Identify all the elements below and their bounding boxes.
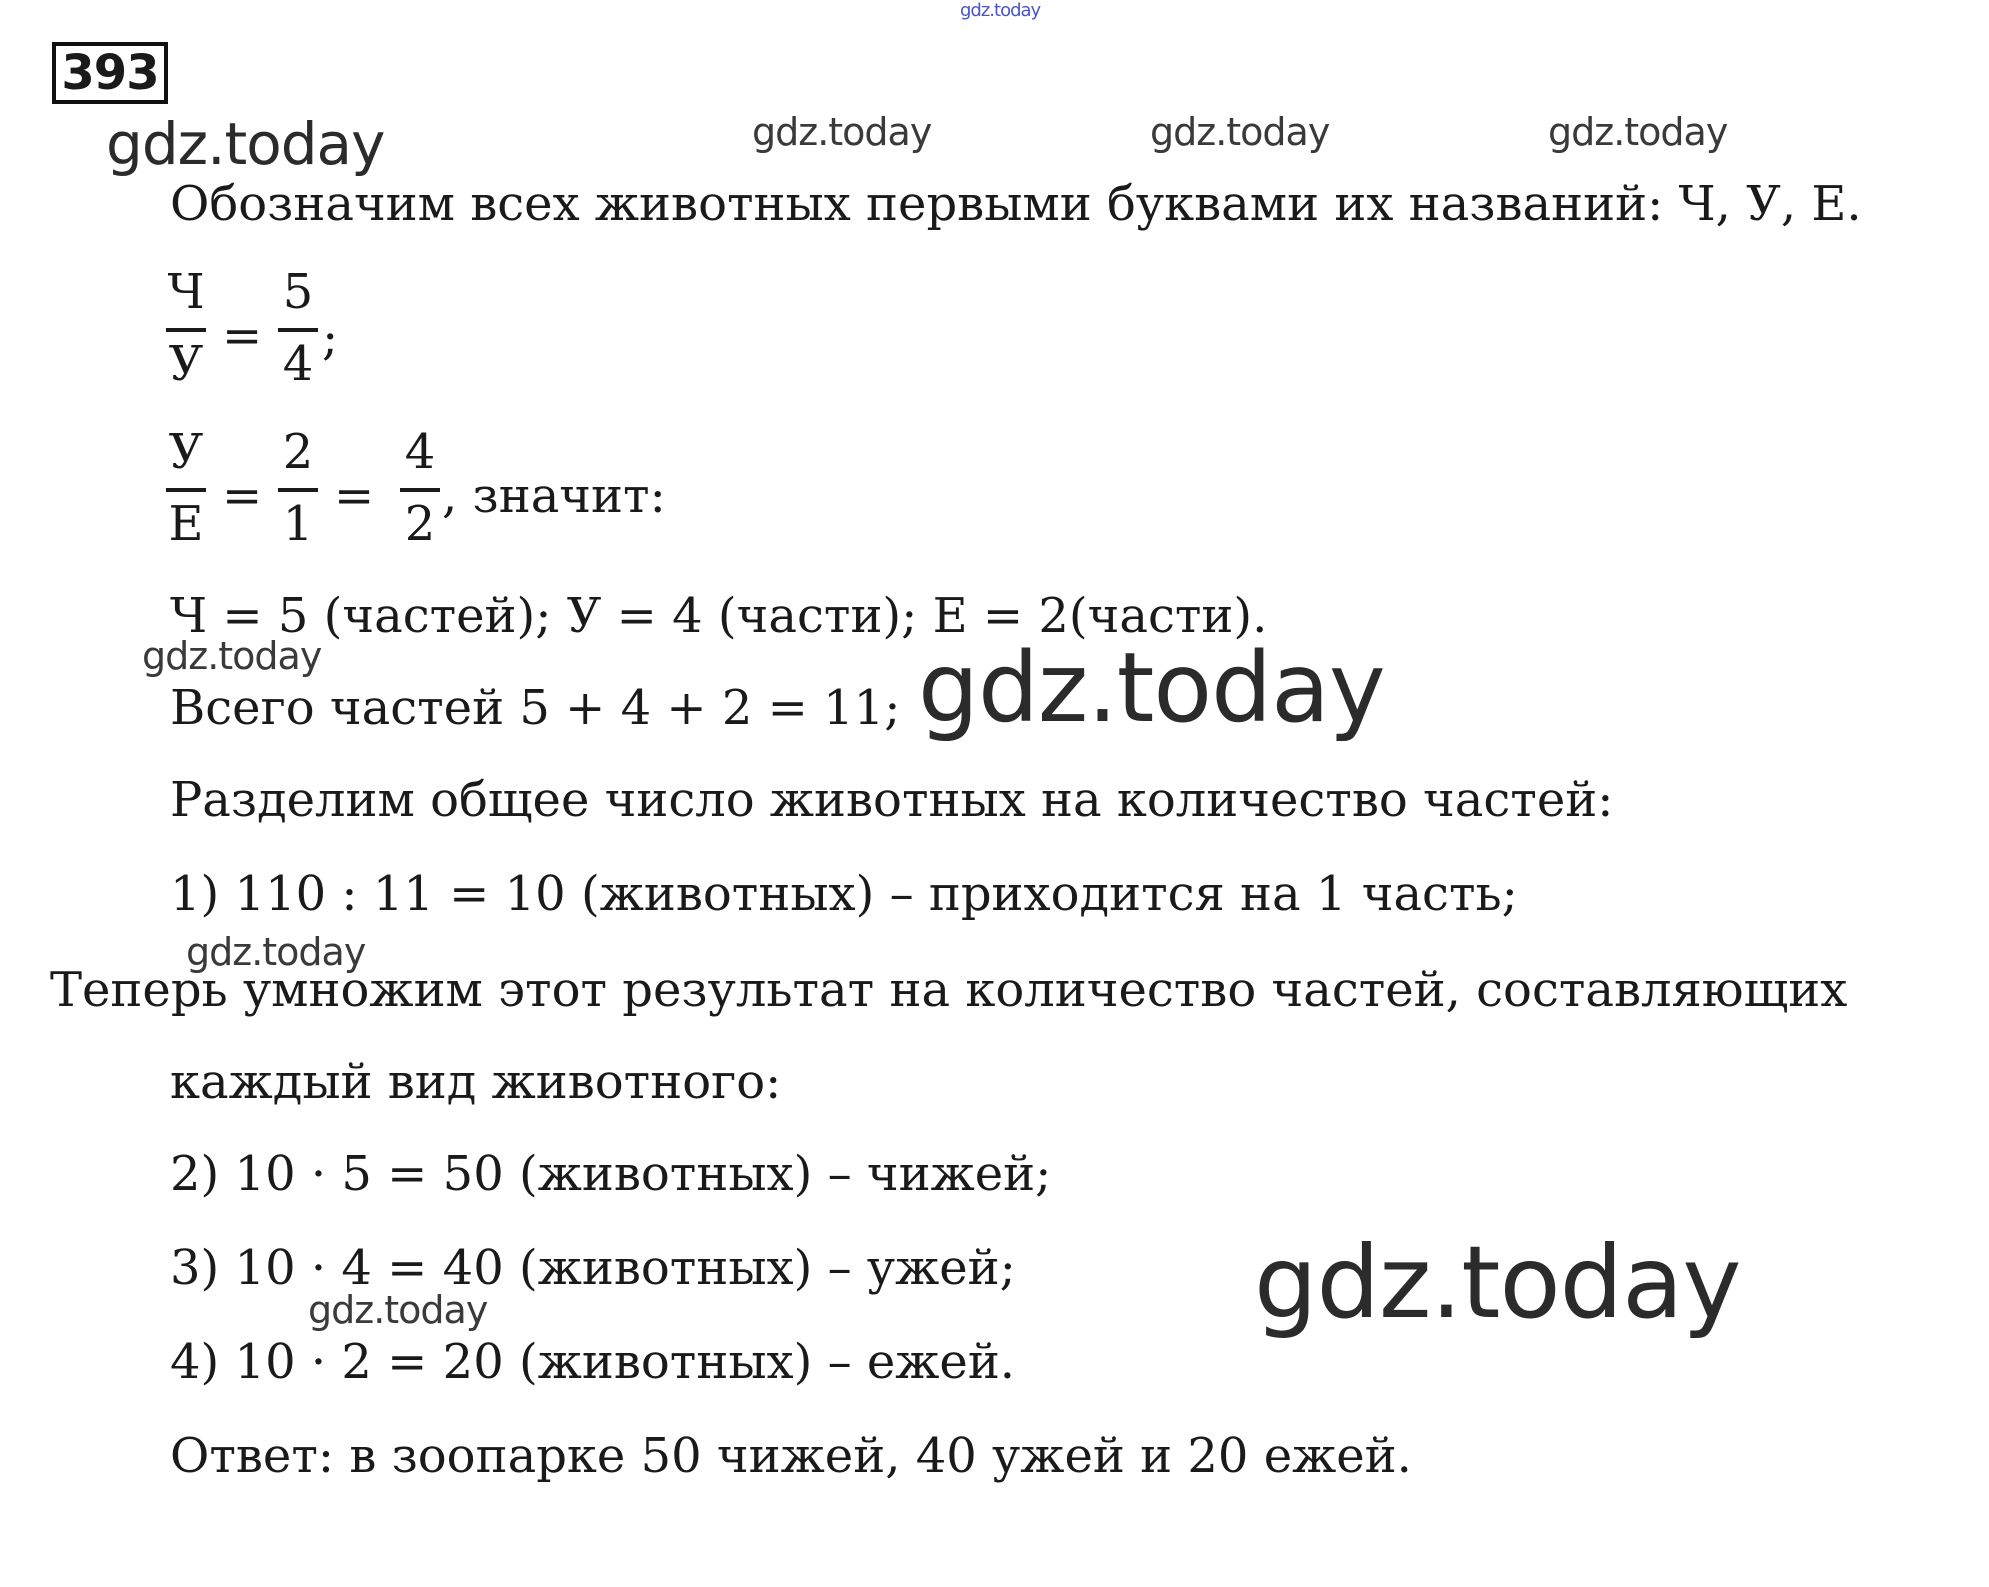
fraction-5-4 [276,264,320,392]
watermark-8: gdz.today [1254,1224,1741,1341]
denominator: 1 [282,496,314,552]
equals-sign-1: = [222,468,263,524]
therefore-text: , значит: [442,468,666,524]
fraction-4-2 [398,424,442,552]
numerator: У [168,424,204,480]
task-number: 393 [52,42,168,104]
watermark-9: gdz.today [308,1288,488,1332]
intro-line: Обозначим всех животных первыми буквами их названий: Ч, У, Е. [170,176,1862,232]
step-3: 3) 10 · 4 = 40 (животных) – ужей; [170,1240,1016,1296]
equals-sign-2: = [334,468,375,524]
step-1: 1) 110 : 11 = 10 (животных) – приходится на 1 часть; [170,866,1518,922]
watermark-6: gdz.today [918,632,1385,744]
watermark-3: gdz.today [1150,110,1330,154]
denominator: Е [168,496,204,552]
divide-line: Разделим общее число животных на количество частей: [170,772,1614,828]
watermark-7: gdz.today [186,930,366,974]
numerator: Ч [167,264,205,320]
equals-sign: = [222,308,263,364]
semicolon: ; [322,310,339,366]
fraction-bar [400,488,440,492]
total-line: Всего частей 5 + 4 + 2 = 11; [170,680,901,736]
watermark-1: gdz.today [106,110,385,178]
answer-line: Ответ: в зоопарке 50 чижей, 40 ужей и 20 ежей. [170,1428,1412,1484]
fraction-2-1 [276,424,320,552]
fraction-bar [278,488,318,492]
step-2: 2) 10 · 5 = 50 (животных) – чижей; [170,1146,1052,1202]
denominator: У [168,336,204,392]
fraction-bar [166,328,206,332]
multiply-line-a: Теперь умножим этот результат на количество частей, составляющих [50,962,1848,1018]
fraction-bar [278,328,318,332]
fraction-bar [166,488,206,492]
step-4: 4) 10 · 2 = 20 (животных) – ежей. [170,1334,1016,1390]
watermark-top: gdz.today [960,0,1041,21]
multiply-line-b: каждый вид животного: [170,1054,782,1110]
fraction-u-e [164,424,208,552]
numerator: 5 [282,264,314,320]
denominator: 4 [282,336,314,392]
fraction-ch-u [164,264,208,392]
numerator: 2 [282,424,314,480]
watermark-5: gdz.today [142,634,322,678]
watermark-2: gdz.today [752,110,932,154]
watermark-4: gdz.today [1548,110,1728,154]
parts-line: Ч = 5 (частей); У = 4 (части); Е = 2(части). [170,588,1268,644]
denominator: 2 [404,496,436,552]
numerator: 4 [404,424,436,480]
